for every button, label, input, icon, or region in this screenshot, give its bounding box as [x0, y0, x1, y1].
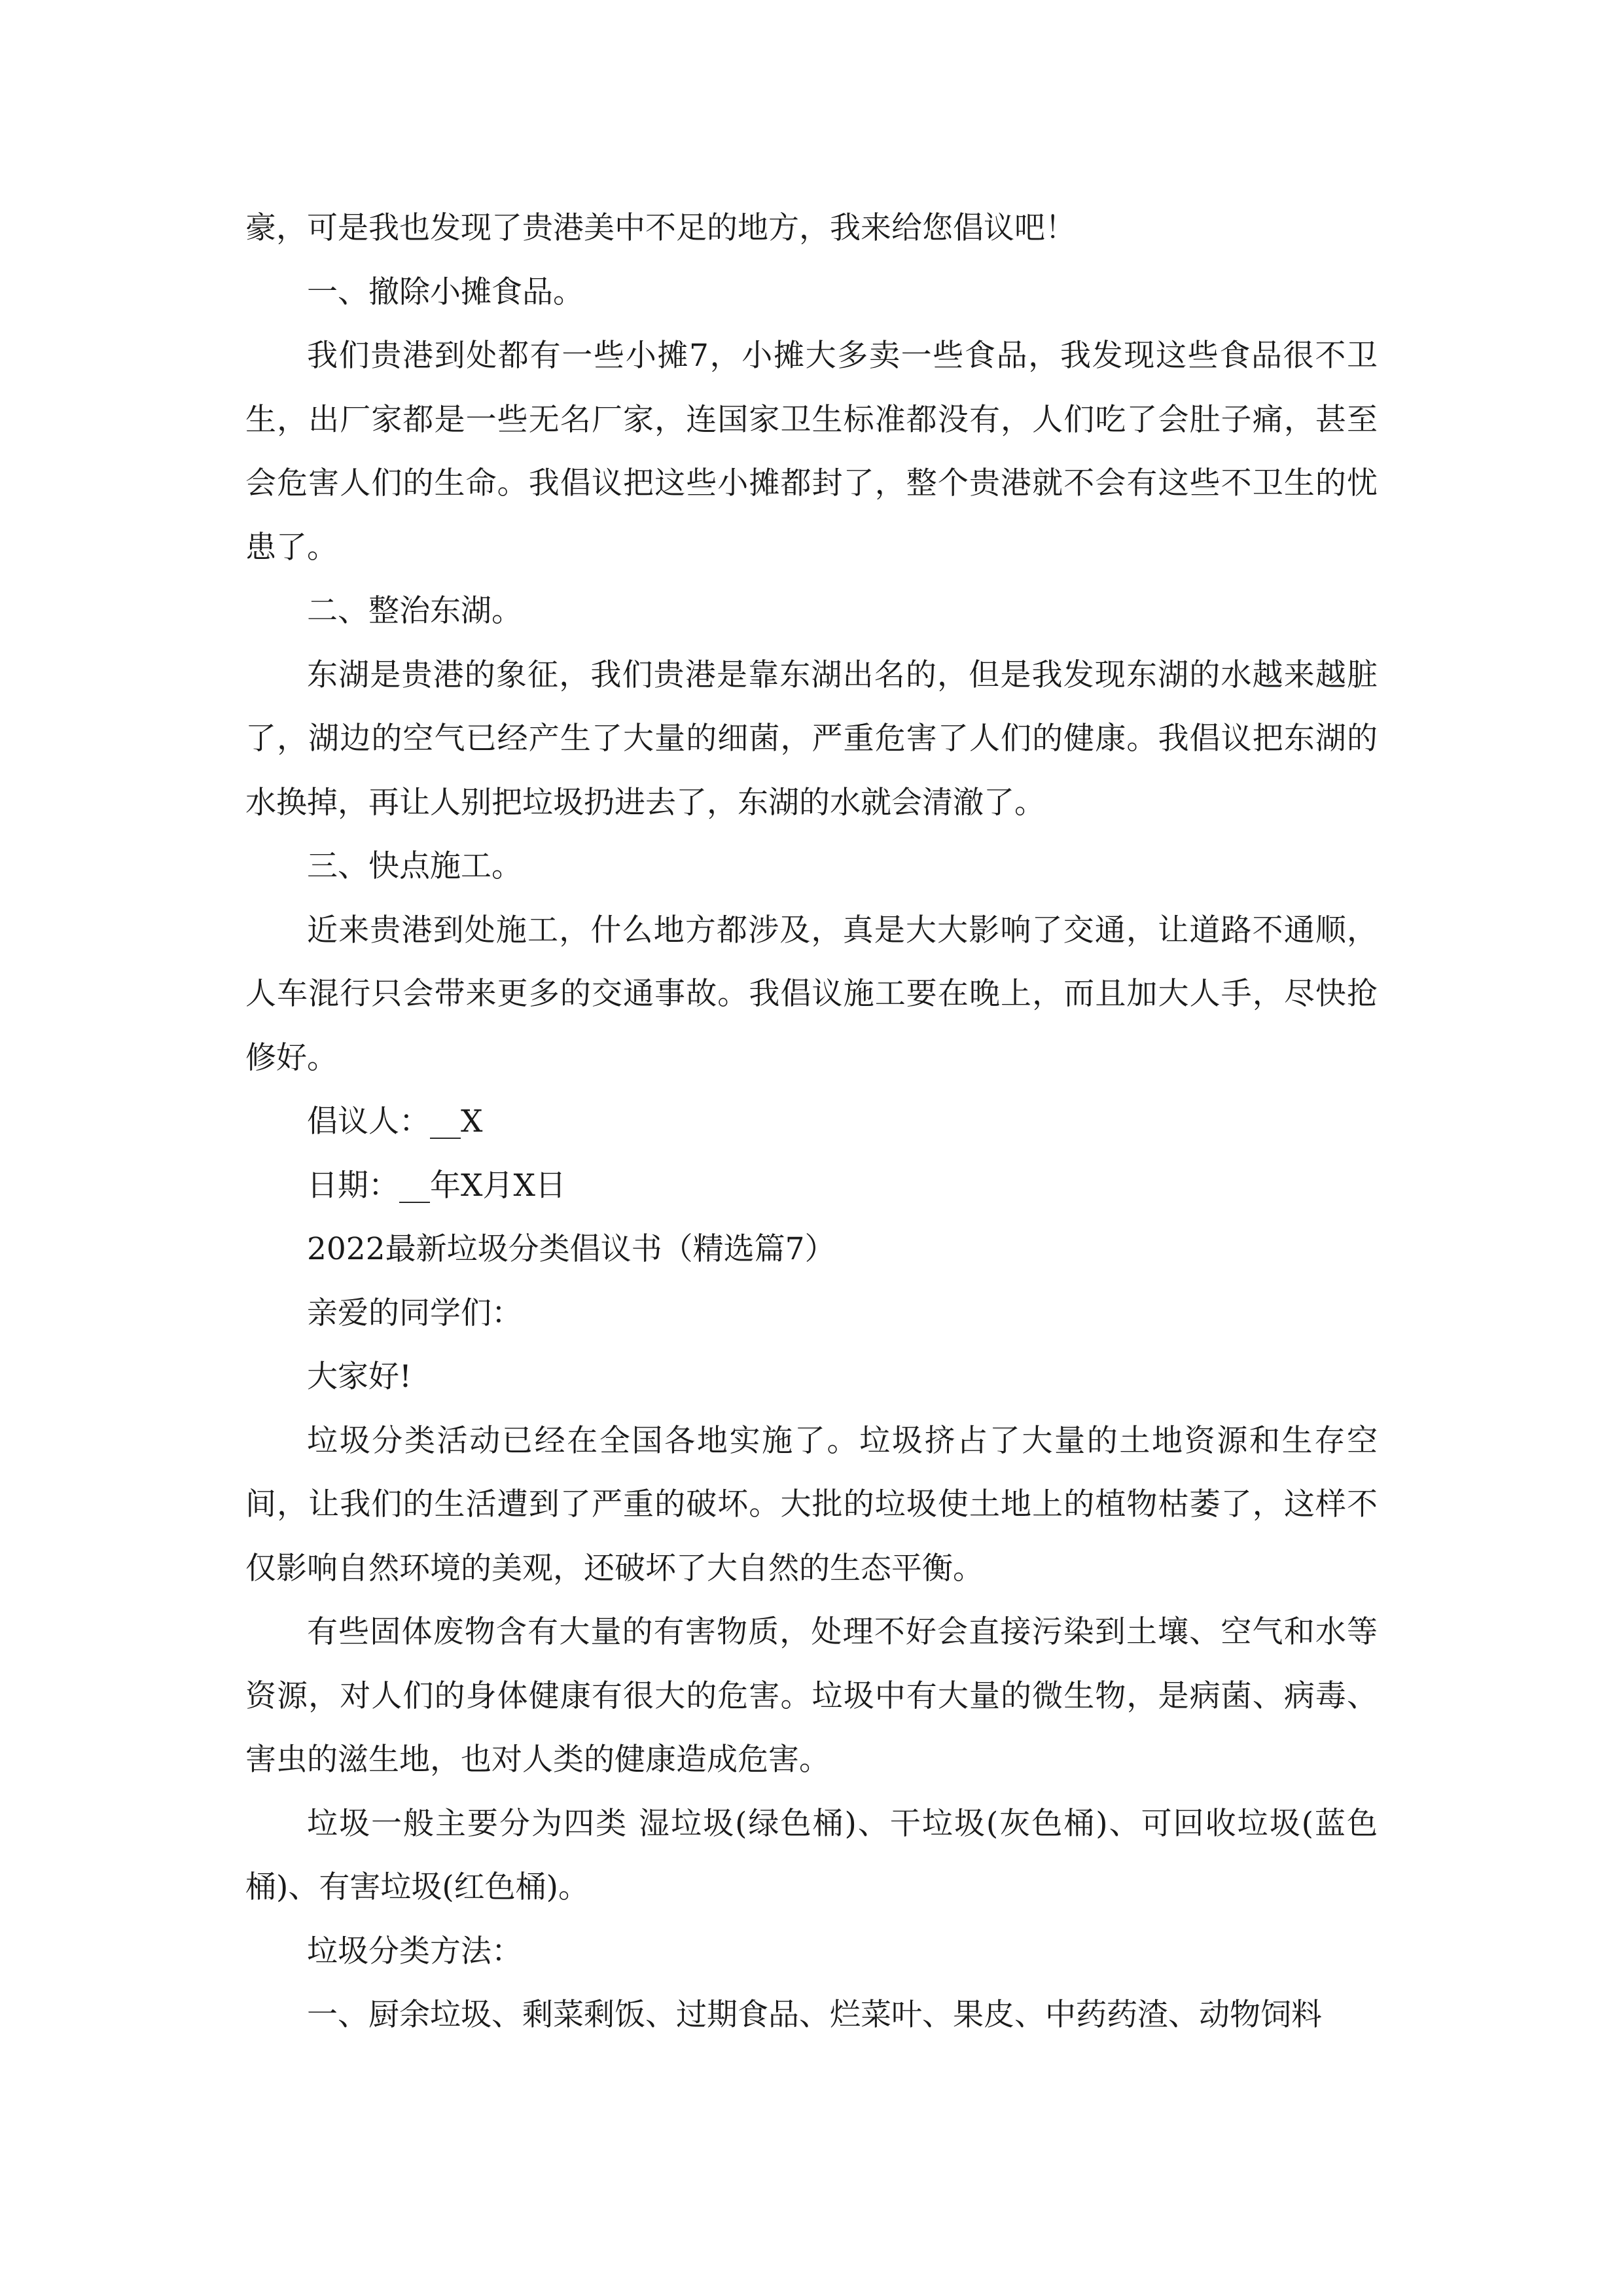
heading-classification-methods: 垃圾分类方法： [307, 1933, 522, 1969]
heading-faster-construction: 三、快点施工。 [307, 848, 522, 884]
paragraph-garbage-classification: 垃圾分类活动已经在全国各地实施了。垃圾挤占了大量的土地资源和生存空间，让我们的生活遭到了严重的破坏。大批的垃圾使土地上的植物枯萎了，这样不仅影响自然环境的美观，还破坏了大自然的生态平衡。 [245, 1422, 1378, 1587]
salutation: 亲爱的同学们： [307, 1295, 522, 1331]
heading-remove-food-stalls: 一、撤除小摊食品。 [307, 274, 584, 310]
paragraph-continuation: 豪，可是我也发现了贵港美中不足的地方，我来给您倡议吧！ [245, 210, 1076, 246]
document-body [245, 196, 1378, 2047]
paragraph-food-stalls: 我们贵港到处都有一些小摊7，小摊大多卖一些食品，我发现这些食品很不卫生，出厂家都是一些无名厂家，连国家卫生标准都没有，人们吃了会肚子痛，甚至会危害人们的生命。我倡议把这些小摊都封了，整个贵港就不会有这些不卫生的忧患了。 [245, 338, 1378, 565]
paragraph-east-lake: 东湖是贵港的象征，我们贵港是靠东湖出名的，但是我发现东湖的水越来越脏了，湖边的空气已经产生了大量的细菌，严重危害了人们的健康。我倡议把东湖的水换掉，再让人别把垃圾扔进去了，东湖的水就会清澈了。 [245, 656, 1378, 821]
heading-clean-east-lake: 二、整治东湖。 [307, 593, 522, 629]
paragraph-kitchen-waste: 一、厨余垃圾、剩菜剩饭、过期食品、烂菜叶、果皮、中药药渣、动物饲料 [307, 1997, 1322, 2033]
section-title: 2022最新垃圾分类倡议书（精选篇7） [307, 1231, 836, 1267]
paragraph-hazardous-substances: 有些固体废物含有大量的有害物质，处理不好会直接污染到土壤、空气和水等资源，对人们的身体健康有很大的危害。垃圾中有大量的微生物，是病菌、病毒、害虫的滋生地，也对人类的健康造成危害。 [245, 1614, 1378, 1778]
proposer-line: 倡议人：__X [307, 1103, 483, 1139]
greeting: 大家好! [307, 1359, 412, 1395]
paragraph-construction: 近来贵港到处施工，什么地方都涉及，真是大大影响了交通，让道路不通顺，人车混行只会带来更多的交通事故。我倡议施工要在晚上，而且加大人手，尽快抢修好。 [245, 912, 1378, 1076]
date-line: 日期：__年X月X日 [307, 1167, 566, 1204]
paragraph-four-categories: 垃圾一般主要分为四类 湿垃圾(绿色桶)、干垃圾(灰色桶)、可回收垃圾(蓝色桶)、有害垃圾(红色桶)。 [245, 1805, 1378, 1905]
